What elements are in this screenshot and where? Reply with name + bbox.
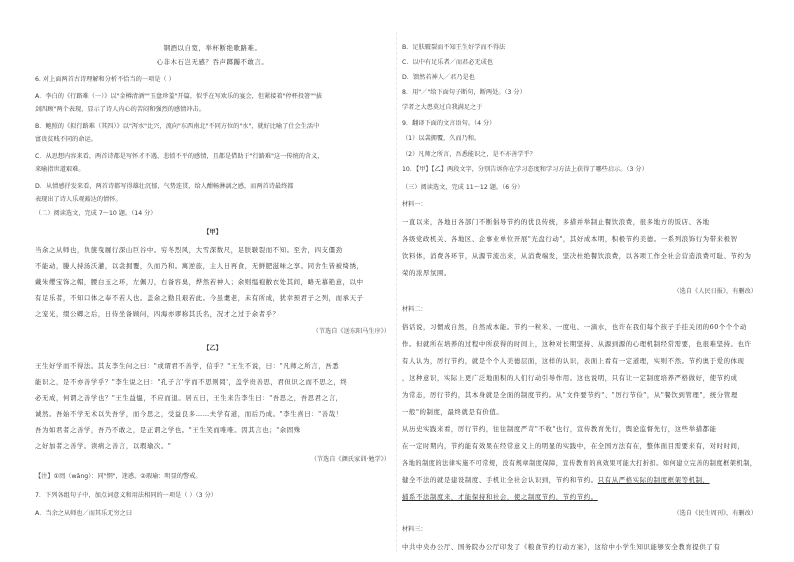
question-9: 9．翻译下面的文言语句。（4 分） (402, 120, 496, 127)
material-2-line: 作。但就所在培养的过程中所获得的时间上，这种对长期坚持、从源到源的心理机制经常需要，也很难坚持。也许 (402, 340, 752, 348)
poem-line-2: 心非木石岂无感？吞声踯躅不敢言。 (156, 58, 269, 66)
material-2-line: 各地的制度的法律实施不可常规，没有规章制度保障，宣传教育的真效果可能大打折扣。如何建立完善的制度框架机制， (402, 459, 757, 467)
passage-yi-line: 诚然。吾始不学无术以失吾学，而今思之，受益良多……夫学有道，而后乃成。"李生喜曰："善哉！ (35, 410, 343, 418)
q7-option-a: A．当余之从师也／而其乐无穷之曰 (35, 510, 133, 517)
passage-jia-line: 有足乐者，不知口体之奉不若人也。盖余之勤且艰若此。今虽耄老，未有所成，犹幸预君子之列，而承天子 (35, 294, 364, 302)
material-2-line: 从历史实践来看，厉行节约，往往制度严苛"不收"也行，宣传教育先行，舆论监督先行，这些举措都能 (402, 425, 717, 433)
material-1-line: 各级党政机关、各地区、企事业单位开展"光盘行动"，其好成本明，积极节约美德。一系列浪饰行为带来极智 (402, 235, 738, 243)
material-1-line: 荣的浓厚氛围。 (402, 269, 451, 277)
q7-option-d: D．馈然若神人／君乃是也 (402, 74, 475, 81)
material-2-label: 材料二： (402, 306, 427, 313)
passage-yi-line: 能识之，是不亦善学乎？"李生说之曰："孔子言'学而不思则罔'，盖学贵善思，君但识之而不思之，终 (35, 378, 348, 386)
material-1-line: 饮料体，消费各环节，从源节流出来，从消费端发，坚决杜绝餐饮浪费，以各项工作全社会营造浪费可耻、节约为 (402, 252, 752, 260)
passage-jia-line: 当余之从师也，负箧曳屣行深山巨谷中。穷冬烈风，大雪深数尺，足肤皲裂而不知。至舍，四支僵劲 (35, 246, 343, 254)
passage-jia-line: 之宠光，缀公卿之后，日侍坐备顾问，四海亦谬称其氏名，况才之过于余者乎？ (35, 310, 280, 318)
q6-option-d-line2: 表现出了诗人乐观豁达的情怀。 (35, 196, 122, 203)
passage-yi-label: 【乙】 (203, 345, 222, 352)
section-3-heading: （三）阅读选文，完成 11～12 题。（6 分） (402, 184, 524, 191)
material-2-line: ，这种意识，实际上更广泛地面积的人们行动引导作用。这也说明，只有让一定制度培养严格做好，使节约成 (402, 374, 738, 382)
material-2-line: 为常态，厉行节约，其本身就是全面的制度节约。从"文件要节约"、"厉行节俭"，从"餐饮到管理"，统分管理 (402, 391, 738, 399)
question-8-sentence: 学者之大患莫过自我满足之于 (402, 104, 483, 111)
passage-jia-line: 戴朱缨宝饰之帽，腰白玉之环，左佩刀，右备容臭，烨然若神人；余则缊袍敝衣处其间，略无慕艳意，以中 (35, 278, 364, 286)
material-2-underlined-text: 只有从严格实际的制度框架等机制， (597, 476, 710, 484)
material-3-label: 材料三： (402, 526, 427, 533)
material-1-line: 一直以来，各地日各部门不断倡导节约的优良传统，多措并举制止餐饮浪费，很多地方的饭店、各地 (402, 218, 710, 226)
material-1-label: 材料一： (402, 201, 427, 208)
q6-option-a-line1: A．李白的《行路难（一）》以"金樽清酒""玉盘珍羞"开篇，似乎在写欢乐的宴会，但紧接着"停杯投箸""拔 (35, 93, 323, 100)
passage-yi-source: （节选自《颜氏家训·勉学》） (310, 456, 390, 463)
q7-option-c: C．以中有足乐者／而君必无成也 (402, 59, 493, 66)
question-9-item-1: （1）以衾拥覆，久而乃和。 (402, 135, 481, 142)
q6-option-c-line2: 来喻指世道艰难。 (35, 166, 85, 173)
passage-yi-line: 必无成，何谓之善学也？"王生益愠，不应而退。居五日，王生来告李生曰："吾思之，吾思君之言， (35, 394, 343, 402)
passage-jia-source: （节选自《送东阳马生序》） (312, 328, 390, 335)
q6-option-d-line1: D．从情感抒发来看，两首诗都写得雄壮沉郁，气势连贯，给人酣畅淋漓之感，而两首诗最终都 (35, 183, 294, 190)
material-2-source: （选自《民生周刊》，有删改） (673, 510, 757, 517)
annotation-note: 【注】①罔（wǎng）：同"惘"，迷惑。②瑕瑜：明显的警戒。 (35, 473, 202, 480)
q6-option-b-line1: B．鲍照的《拟行路难（其四）》以"泻水"比兴，流向"东西南北"不同方位的"水"，就好比喻了仕会生活中 (35, 123, 320, 130)
question-8: 8．用"／"给下面句子断句，断两处。（3 分） (402, 89, 526, 96)
question-7: 7．下列各组句子中，加点词意义和用法相同的一项是（ ）（3 分） (35, 492, 217, 499)
material-2-text: 健全不法的就是建设制度、手机让全社会认识到，节约和节约。 (402, 476, 598, 484)
question-9-item-2: （2）凡师之所言，吾悉能识之，是不亦善学乎？ (402, 151, 536, 158)
material-2-line: 在一定时期内，节约能有效果在经常意义上的明显的实践中，在全国方法有在，整体面目需要来有，对时时间， (402, 442, 745, 450)
section-2-heading: （二）阅读选文，完成 7～10 题。（14 分） (35, 210, 157, 217)
question-10: 10．【甲】【乙】两段文字，分别告诉你在学习态度和学习方法上获得了哪些启示。（3 分） (402, 166, 648, 173)
q7-option-b: B．足肤皲裂而不知王生好学而不得法 (402, 44, 506, 51)
material-3-line: 中共中央办公厅、国务院办公厅印发了《粮食节约行动方案》，这给中小学生知识能够安全教育提供了有 (402, 543, 721, 551)
q6-option-c-line1: C．从思想内容来看，两首诗都是写怀才不遇、悲愤不平的感情，且都是借助于"行路难"这一传统的含义， (35, 153, 324, 160)
material-2-underlined-line: 捕系不法制度来，才能保持和社会，使之制度节约，节约节约。 (402, 493, 598, 501)
material-2-line: 有人认为，厉行节约，就是个个人美德层面，这样的认识，表面上看有一定道理，实则不然。节约奥于爱的体现 (402, 357, 745, 365)
q6-option-b-line2: 富贵贫贱不同的命运。 (35, 136, 97, 143)
material-2-line: 俗话说，习惯成自然，自然成本能。节约一粒米、一度电、一滴水，也许在我们每个孩子手挂关闭的60个个个动 (402, 323, 747, 331)
q6-option-a-line2: 剑四顾"两个表现，显示了诗人内心的苦闷和强烈的感情冲击。 (35, 106, 205, 113)
question-6: 6. 对上面两首古诗理解和分析不恰当的一项是（ ） (35, 76, 175, 83)
column-divider (396, 32, 397, 552)
passage-jia-line: 不能动，媵人持汤沃灌，以衾拥覆，久而乃和。寓逆旅，主人日再食，无鲜肥滋味之享。同舍生皆被绮绣， (35, 262, 364, 270)
poem-line-1: 钢酒以自宽，举杯断绝歌路难。 (163, 44, 262, 52)
passage-yi-line: 王生好学而不得法。其友李生问之曰："或谓君不善学，信乎？"王生不说，曰："凡师之所言，吾悉 (35, 362, 340, 370)
material-2-line (402, 476, 710, 484)
material-1-source: （选自《人民日报》，有删改） (673, 288, 757, 295)
passage-yi-line: 之好加者之善学。读病之善言，以瑕瑜次。" (35, 442, 172, 450)
passage-yi-line: 吾为如君者之善学，吾乃不敢之，是正谓之学也。"王生笑而唯唯。因其言也；"余固殊 (35, 426, 301, 434)
passage-jia-label: 【甲】 (203, 229, 222, 236)
material-2-line: 一般"的制度，最终就是有价值。 (402, 408, 504, 416)
